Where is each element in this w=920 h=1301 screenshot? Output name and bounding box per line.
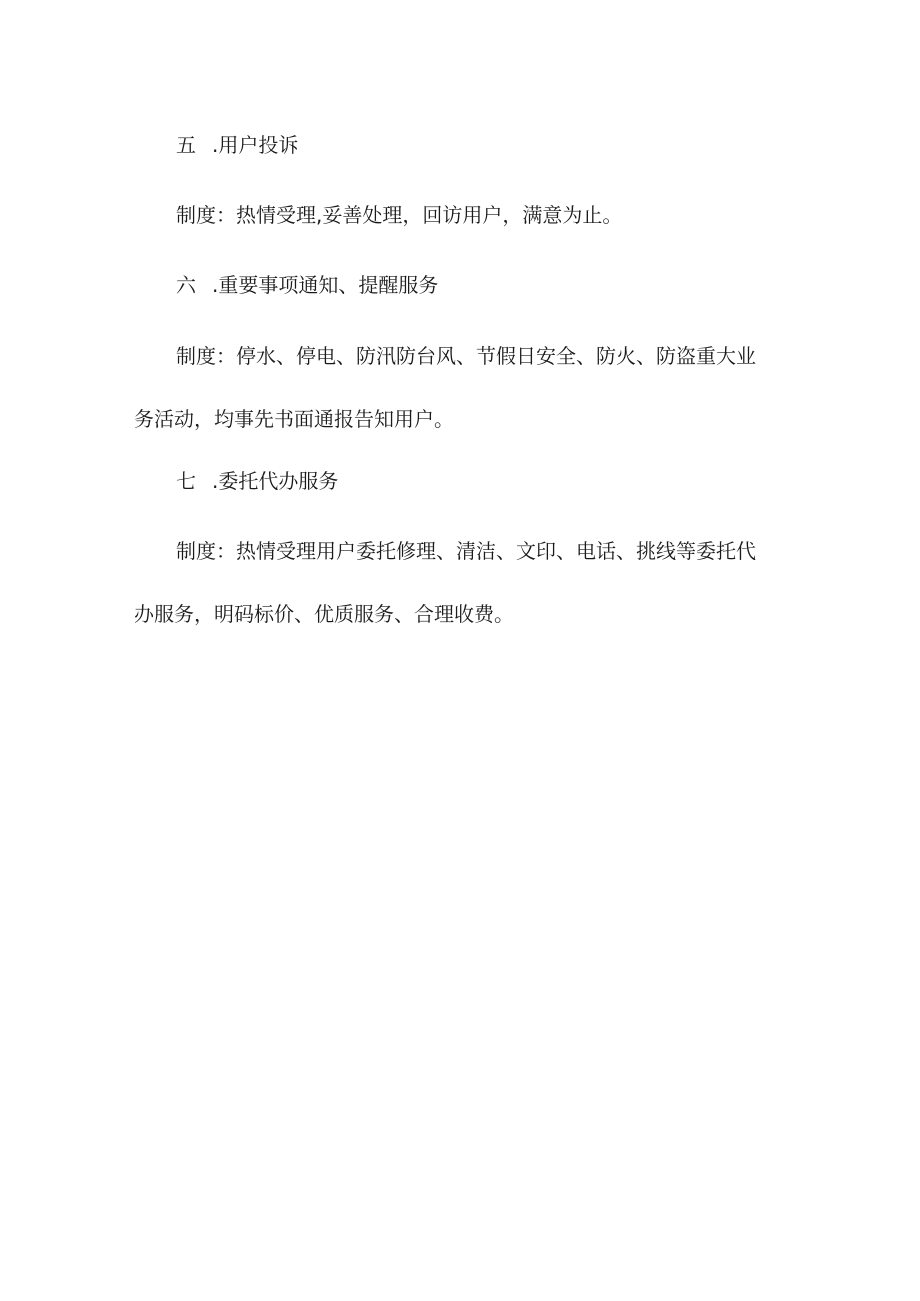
section-heading-6 [176, 272, 438, 298]
section-number: 五 [176, 133, 196, 157]
section-title: .委托代办服务 [212, 469, 339, 493]
section-heading-7 [176, 468, 338, 494]
section-title: .重要事项通知、提醒服务 [212, 273, 439, 297]
section-paragraph-5: 制度：热情受理,妥善处理，回访用户，满意为止。 [176, 203, 623, 227]
section-title: .用户投诉 [212, 133, 299, 157]
section-paragraph-7: 制度：热情受理用户委托修理、清洁、文印、电话、挑线等委托代办服务，明码标价、优质服务、合理收费。 [134, 539, 756, 626]
section-paragraph-6: 制度：停水、停电、防汛防台风、节假日安全、防火、防盗重大业务活动，均事先书面通报告知用户。 [134, 344, 756, 431]
section-number: 七 [176, 469, 196, 493]
section-number: 六 [176, 273, 196, 297]
section-heading-5 [176, 132, 298, 158]
